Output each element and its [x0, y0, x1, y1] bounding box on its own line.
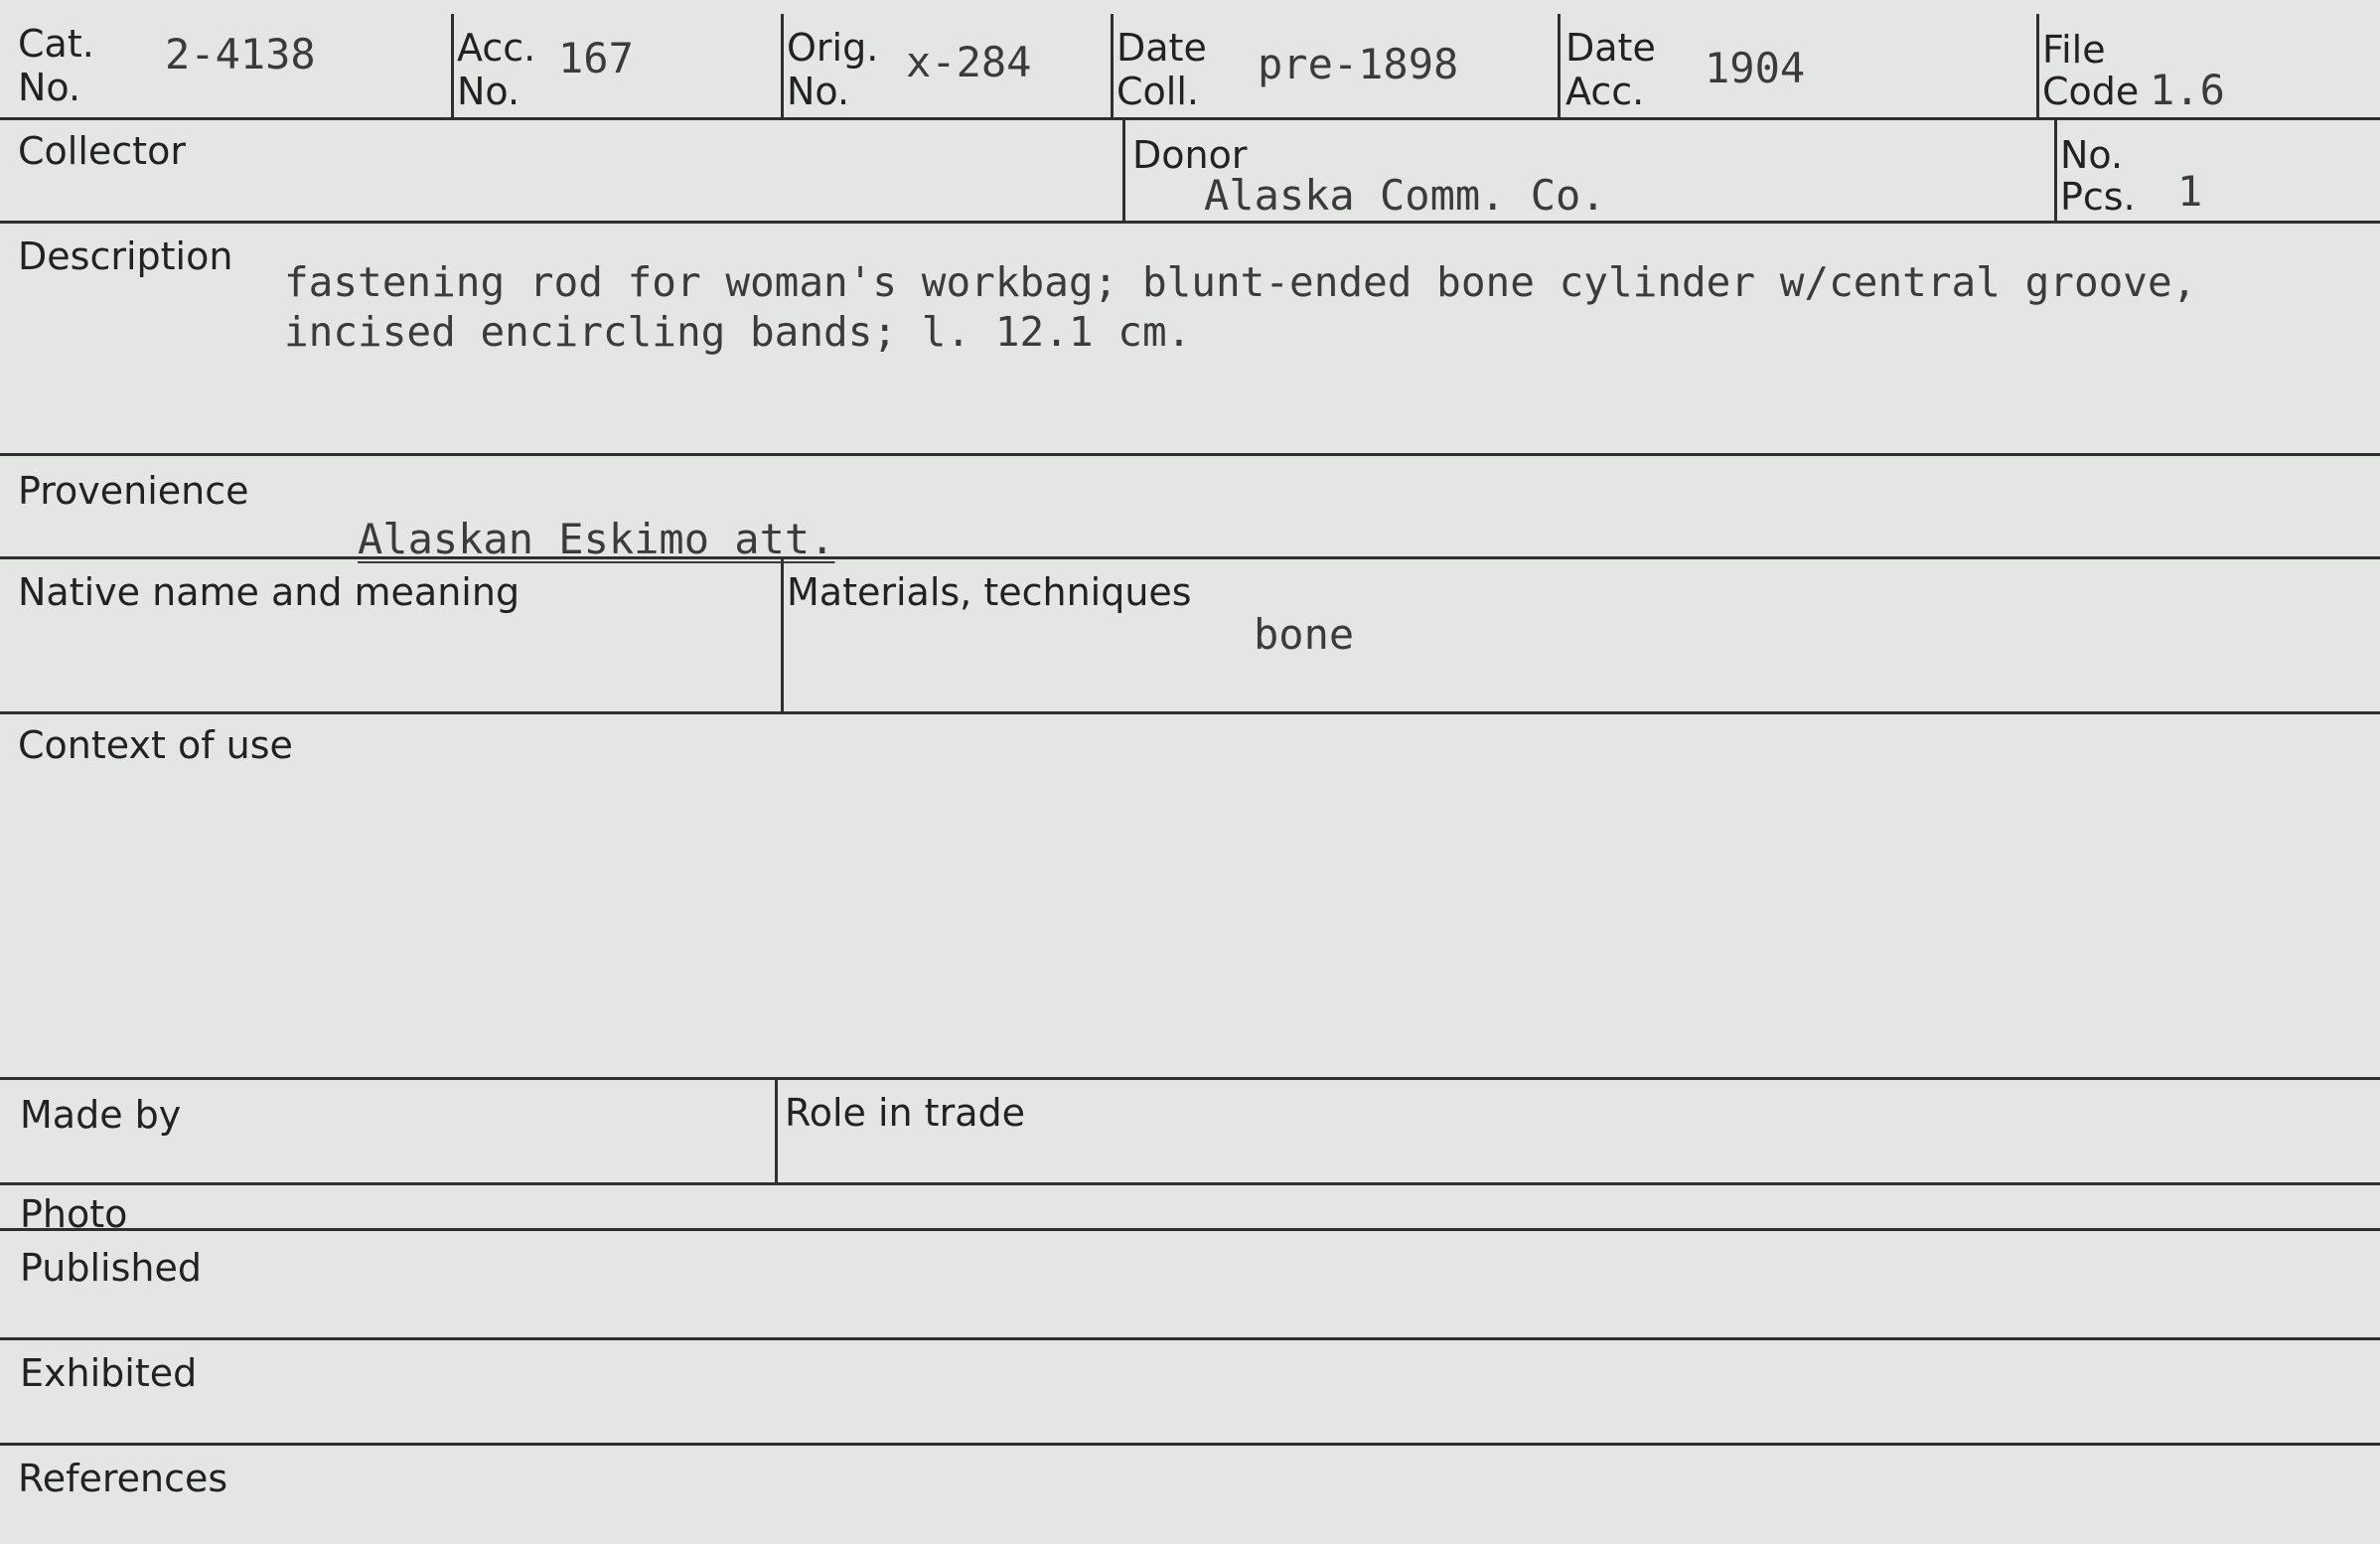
provenience-label: Provenience	[18, 469, 249, 513]
rule	[0, 221, 2380, 224]
exhibited-label: Exhibited	[20, 1351, 198, 1395]
file-code-value: 1.6	[2150, 66, 2225, 114]
date-acc-label-top: Date	[1565, 26, 1656, 70]
description-label: Description	[18, 234, 233, 278]
no-pcs-value: 1	[2177, 167, 2203, 216]
made-by-label: Made by	[20, 1093, 182, 1137]
materials-label: Materials, techniques	[787, 570, 1192, 614]
divider	[781, 14, 784, 117]
rule	[0, 711, 2380, 714]
date-coll-value: pre-1898	[1258, 40, 1459, 88]
orig-no-label-bottom: No.	[787, 70, 850, 113]
date-coll-label-bottom: Coll.	[1116, 70, 1199, 113]
rule	[0, 1443, 2380, 1446]
references-label: References	[18, 1457, 228, 1500]
no-pcs-label-top: No.	[2060, 133, 2124, 177]
materials-value: bone	[1254, 610, 1355, 659]
rule	[0, 117, 2380, 120]
rule	[0, 1228, 2380, 1231]
orig-no-label-top: Orig.	[787, 26, 879, 70]
divider	[775, 1077, 778, 1182]
collector-label: Collector	[18, 129, 186, 173]
date-acc-value: 1904	[1705, 44, 1806, 92]
divider	[2036, 14, 2039, 117]
native-name-label: Native name and meaning	[18, 570, 521, 614]
divider	[451, 14, 454, 117]
cat-no-label-top: Cat.	[18, 22, 94, 66]
donor-value: Alaska Comm. Co.	[1204, 171, 1606, 220]
published-label: Published	[20, 1246, 202, 1290]
rule	[0, 453, 2380, 456]
cat-no-label-bottom: No.	[18, 66, 81, 109]
cat-no-value: 2-4138	[165, 30, 316, 78]
no-pcs-label-bottom: Pcs.	[2060, 175, 2136, 219]
orig-no-value: x-284	[906, 38, 1032, 86]
rule	[0, 1182, 2380, 1185]
rule	[0, 1077, 2380, 1080]
description-line-2: incised encircling bands; l. 12.1 cm.	[284, 308, 1192, 356]
divider	[781, 556, 784, 711]
acc-no-label-bottom: No.	[457, 70, 521, 113]
donor-label: Donor	[1132, 133, 1248, 177]
provenience-value: Alaskan Eskimo att.	[358, 515, 835, 563]
context-label: Context of use	[18, 723, 293, 767]
file-code-label-bottom: Code	[2042, 70, 2140, 113]
divider	[1111, 14, 1114, 117]
photo-label: Photo	[20, 1192, 128, 1236]
acc-no-value: 167	[558, 34, 634, 82]
divider	[1558, 14, 1561, 117]
divider	[1122, 117, 1125, 221]
rule	[0, 1337, 2380, 1340]
date-acc-label-bottom: Acc.	[1565, 70, 1645, 113]
date-coll-label-top: Date	[1116, 26, 1207, 70]
acc-no-label-top: Acc.	[457, 26, 536, 70]
description-line-1: fastening rod for woman's workbag; blunt-ended bone cylinder w/central groove,	[284, 258, 2197, 306]
file-code-label-top: File	[2042, 28, 2106, 72]
divider	[2054, 117, 2057, 221]
role-in-trade-label: Role in trade	[785, 1091, 1025, 1135]
